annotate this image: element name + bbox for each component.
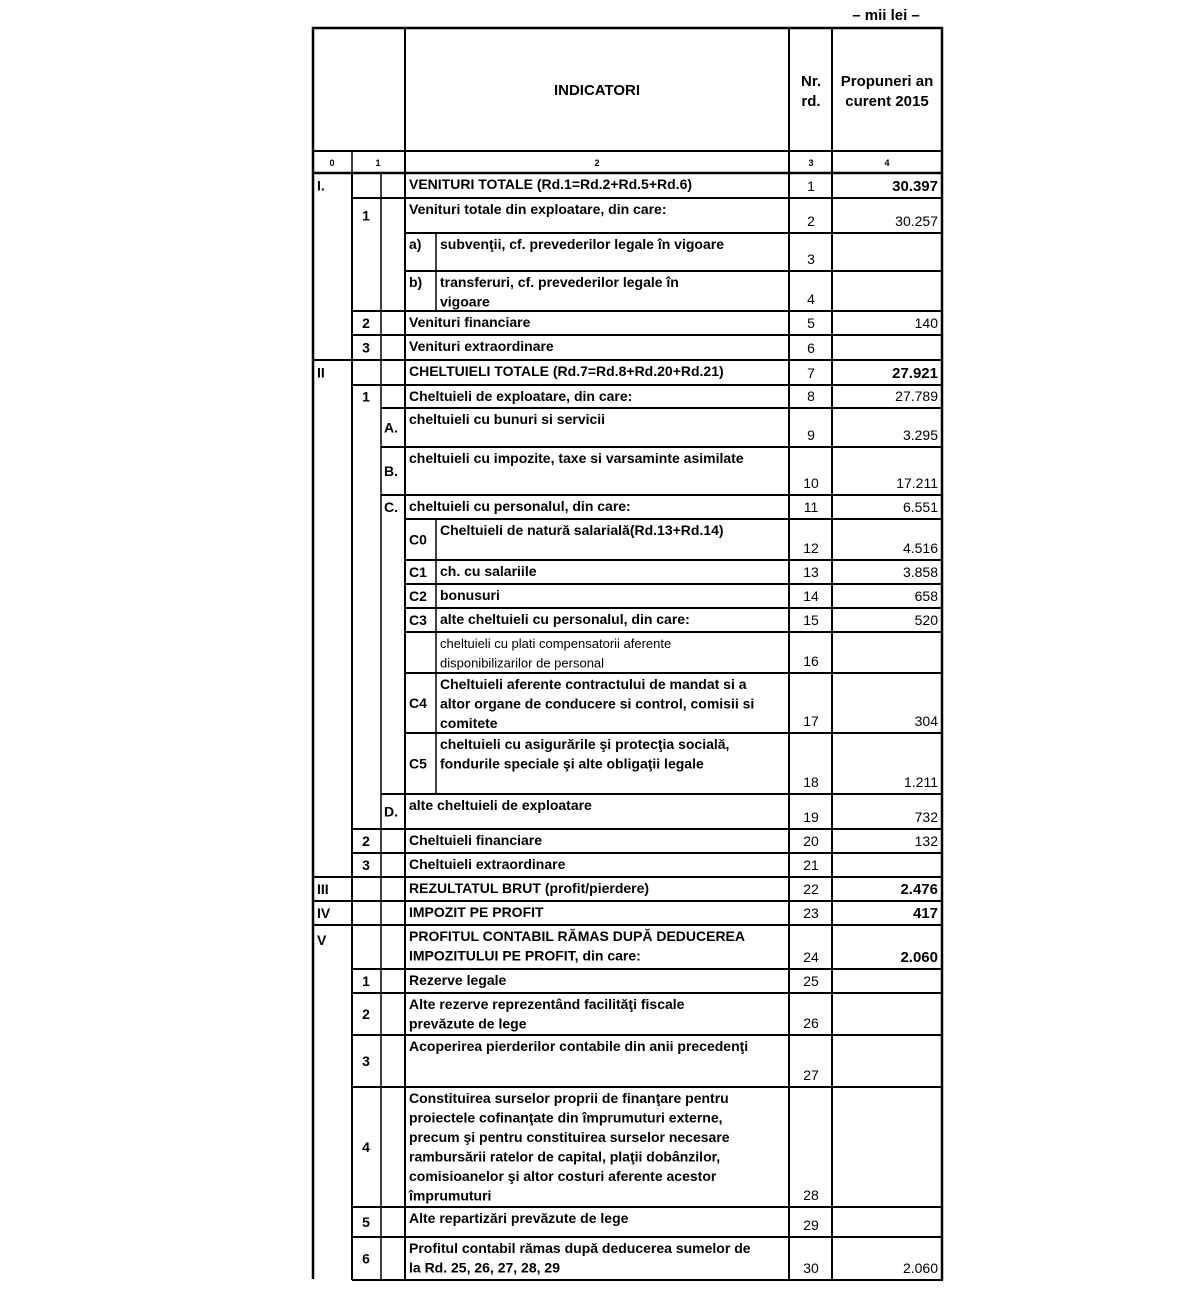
row-number: 18 — [803, 774, 819, 790]
row-indicator-text: Cheltuieli de exploatare, din care: — [409, 388, 633, 404]
row-indicator-text: comitete — [440, 715, 498, 731]
row-indicator-text: cheltuieli cu asigurările şi protecţia socială, — [440, 736, 730, 752]
row-indicator-text: Venituri extraordinare — [409, 338, 554, 354]
row-index: 2 — [362, 315, 370, 331]
row-indicator-text: alte cheltuieli cu personalul, din care: — [440, 611, 690, 627]
row-sublabel: C1 — [409, 564, 427, 580]
row-number: 22 — [803, 881, 819, 897]
table-row — [313, 360, 943, 382]
row-value: 140 — [914, 315, 938, 331]
row-index: 1 — [362, 388, 370, 405]
table-row — [405, 673, 943, 731]
table-row — [381, 495, 943, 515]
table-row — [352, 969, 943, 989]
row-number: 27 — [803, 1067, 819, 1083]
row-number: 21 — [803, 857, 819, 873]
row-indicator-text: altor organe de conducere si control, comisii si — [440, 695, 755, 712]
indicatori-header: INDICATORI — [553, 82, 641, 99]
col-index-4: 4 — [884, 158, 890, 168]
row-indicator-text: ch. cu salariile — [440, 563, 537, 579]
row-number: 17 — [803, 713, 819, 729]
row-index: 3 — [362, 1053, 370, 1069]
row-number: 9 — [807, 427, 815, 443]
row-index: 1 — [362, 973, 370, 989]
row-value: 658 — [914, 588, 938, 604]
row-indicator-text: proiectele cofinanţate din împrumuturi externe, — [409, 1109, 723, 1126]
row-indicator-text: CHELTUIELI TOTALE (Rd.7=Rd.8+Rd.20+Rd.21) — [409, 363, 724, 379]
row-value: 3.295 — [902, 427, 938, 443]
table-row — [405, 733, 943, 790]
row-letter: A. — [384, 419, 398, 436]
row-index: 2 — [362, 833, 370, 849]
row-value: 30.397 — [892, 178, 938, 195]
table-row — [381, 794, 943, 825]
row-indicator-text: Cheltuieli financiare — [409, 832, 543, 848]
row-value: 17.211 — [896, 475, 938, 491]
table-row — [352, 1035, 943, 1083]
row-sublabel: C2 — [409, 588, 427, 604]
row-value: 304 — [914, 713, 938, 729]
table-row — [381, 408, 943, 443]
row-indicator-text: Alte repartizări prevăzute de lege — [409, 1210, 629, 1226]
row-roman-numeral: I. — [317, 177, 325, 194]
row-value: 27.921 — [892, 365, 938, 382]
row-indicator-text: vigoare — [440, 293, 490, 310]
table-row — [405, 271, 943, 310]
table-row — [352, 1207, 943, 1233]
row-index: 4 — [362, 1139, 370, 1155]
row-value: 520 — [914, 612, 938, 628]
row-indicator-text: cheltuieli cu impozite, taxe si varsaminte asimilate — [409, 450, 744, 466]
table-row — [352, 385, 943, 405]
row-indicator-text: bonusuri — [440, 587, 500, 603]
table-row — [405, 632, 943, 671]
row-number: 29 — [803, 1217, 819, 1233]
row-indicator-text: IMPOZITULUI PE PROFIT, din care: — [409, 947, 641, 964]
table-row — [352, 311, 943, 331]
row-letter: a) — [409, 236, 422, 252]
row-value: 2.060 — [902, 1260, 938, 1276]
row-indicator-text: Cheltuieli extraordinare — [409, 856, 566, 872]
col-index-3: 3 — [808, 158, 814, 168]
row-index: 3 — [362, 339, 370, 356]
row-indicator-text: alte cheltuieli de exploatare — [409, 797, 592, 813]
row-number: 30 — [803, 1260, 819, 1276]
row-index: 5 — [362, 1214, 370, 1230]
row-index: 3 — [362, 857, 370, 873]
table-row — [405, 560, 943, 580]
row-indicator-text: comisioanelor şi altor costuri aferente acestor — [409, 1168, 717, 1184]
table-row — [352, 1237, 943, 1280]
row-roman-numeral: V — [317, 932, 327, 948]
row-number: 24 — [803, 949, 819, 965]
row-indicator-text: Acoperirea pierderilor contabile din anii precedenţi — [409, 1038, 749, 1054]
row-indicator-text: cheltuieli cu personalul, din care: — [409, 498, 631, 514]
row-indicator-text: subvenţii, cf. prevederilor legale în vigoare — [440, 236, 724, 252]
row-number: 8 — [807, 388, 815, 404]
row-number: 10 — [803, 475, 819, 491]
table-row — [405, 608, 943, 628]
row-roman-numeral: II — [317, 364, 325, 381]
row-indicator-text: IMPOZIT PE PROFIT — [409, 904, 544, 920]
row-value: 4.516 — [902, 540, 938, 556]
table-row — [352, 198, 943, 229]
row-value: 3.858 — [902, 564, 938, 580]
row-number: 13 — [803, 564, 819, 580]
row-number: 4 — [807, 291, 815, 307]
propuneri-header-line2: curent 2015 — [845, 93, 929, 110]
row-indicator-text: Venituri financiare — [409, 314, 531, 330]
row-number: 25 — [803, 973, 819, 989]
row-roman-numeral: IV — [317, 905, 331, 921]
row-sublabel: C5 — [409, 755, 427, 772]
col-index-0: 0 — [329, 158, 335, 168]
row-value: 6.551 — [902, 499, 938, 515]
row-indicator-text: disponibilizarilor de personal — [440, 655, 605, 671]
row-letter: D. — [384, 803, 398, 820]
row-indicator-text: Constituirea surselor proprii de finanţare pentru — [409, 1090, 729, 1106]
row-number: 3 — [807, 251, 815, 267]
row-value: 27.789 — [895, 388, 938, 404]
table-row — [405, 519, 943, 556]
row-indicator-text: împrumuturi — [409, 1187, 492, 1204]
row-number: 23 — [803, 905, 819, 921]
table-row — [313, 901, 943, 922]
row-indicator-text: transferuri, cf. prevederilor legale în — [440, 274, 679, 290]
row-indicator-text: PROFITUL CONTABIL RĂMAS DUPĂ DEDUCEREA — [409, 928, 746, 944]
row-indicator-text: Alte rezerve reprezentând facilităţi fiscale — [409, 996, 685, 1012]
row-indicator-text: precum şi pentru constituirea surselor necesare — [409, 1129, 730, 1145]
propuneri-header-line1: Propuneri an — [840, 73, 934, 90]
row-number: 14 — [803, 588, 819, 604]
row-value: 2.476 — [900, 881, 938, 898]
table-row — [313, 877, 943, 898]
row-number: 5 — [807, 315, 815, 331]
row-number: 20 — [803, 833, 819, 849]
row-number: 7 — [807, 365, 815, 381]
row-indicator-text: Cheltuieli de natură salarială(Rd.13+Rd.14) — [440, 522, 724, 538]
nr-header-line1: Nr. — [800, 73, 822, 90]
table-header — [329, 73, 933, 168]
row-sublabel: C0 — [409, 531, 427, 548]
table-row — [352, 335, 943, 356]
row-indicator-text: Cheltuieli aferente contractului de mandat si a — [440, 676, 747, 692]
table-row — [352, 853, 943, 873]
row-indicator-text: la Rd. 25, 26, 27, 28, 29 — [409, 1259, 560, 1276]
row-roman-numeral: III — [317, 881, 329, 897]
row-indicator-text: rambursării ratelor de capital, plaţii dobânzilor, — [409, 1148, 721, 1165]
table-row — [352, 993, 943, 1032]
row-indicator-text: prevăzute de lege — [409, 1015, 527, 1032]
col-index-1: 1 — [375, 158, 381, 168]
row-indicator-text: cheltuieli cu plati compensatorii aferente — [440, 636, 672, 651]
row-value: 30.257 — [895, 213, 938, 229]
row-number: 11 — [803, 499, 819, 515]
row-number: 6 — [807, 340, 815, 356]
table-row — [313, 173, 943, 195]
col-index-2: 2 — [594, 158, 600, 168]
row-number: 1 — [807, 178, 815, 194]
row-value: 2.060 — [900, 949, 938, 966]
row-number: 28 — [803, 1187, 819, 1203]
table-row — [352, 1087, 943, 1204]
table-row — [313, 925, 943, 966]
row-sublabel: C3 — [409, 612, 427, 628]
row-indicator-text: REZULTATUL BRUT (profit/pierdere) — [409, 880, 650, 896]
row-number: 12 — [803, 540, 819, 556]
row-letter: C. — [384, 499, 398, 515]
row-indicator-text: cheltuieli cu bunuri si servicii — [409, 411, 606, 427]
row-number: 26 — [803, 1015, 819, 1031]
row-letter: B. — [384, 463, 398, 479]
unit-note: – mii lei – — [852, 7, 920, 24]
row-indicator-text: fondurile speciale şi alte obligaţii legale — [440, 755, 704, 772]
row-index: 6 — [362, 1250, 370, 1267]
row-number: 19 — [803, 809, 819, 825]
row-indicator-text: VENITURI TOTALE (Rd.1=Rd.2+Rd.5+Rd.6) — [409, 176, 693, 192]
table-row — [405, 233, 943, 267]
table-row — [352, 829, 943, 849]
row-number: 2 — [807, 213, 815, 229]
row-value: 732 — [914, 809, 938, 825]
row-index: 1 — [362, 207, 370, 224]
row-value: 417 — [912, 905, 938, 922]
row-indicator-text: Venituri totale din exploatare, din care: — [409, 201, 667, 217]
row-sublabel: C4 — [409, 695, 427, 711]
nr-header-line2: rd. — [801, 93, 821, 110]
row-indicator-text: Profitul contabil rămas după deducerea sumelor de — [409, 1240, 751, 1256]
row-index: 2 — [362, 1006, 370, 1022]
row-letter: b) — [409, 274, 423, 290]
row-number: 15 — [803, 612, 819, 628]
row-indicator-text: Rezerve legale — [409, 972, 507, 988]
table-row — [405, 584, 943, 604]
row-value: 1.211 — [904, 774, 938, 790]
table-row — [381, 447, 943, 491]
row-number: 16 — [803, 653, 819, 669]
row-value: 132 — [914, 833, 938, 849]
